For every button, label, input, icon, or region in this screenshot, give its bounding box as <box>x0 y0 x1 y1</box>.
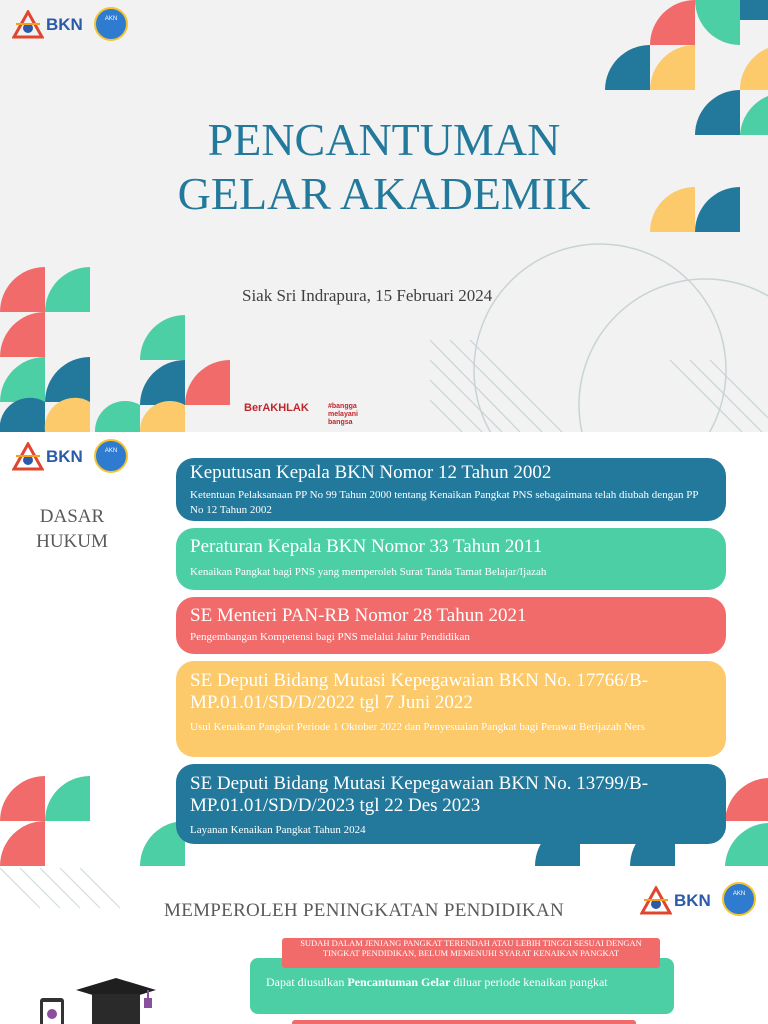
badge-text: AKN <box>104 448 118 454</box>
card-subtitle: Usul Kenaikan Pangkat Periode 1 Oktober 2022 dan Penyesuaian Pangkat bagi Perawat Berijazah Ners <box>190 721 645 733</box>
card-subtitle: Pengembangan Kompetensi bagi PNS melalui Jalur Pendidikan <box>190 631 470 643</box>
decorative-lines <box>0 868 160 928</box>
legal-basis-card-4 <box>176 661 726 757</box>
condition-banner-2 <box>292 1020 636 1024</box>
legal-basis-card-3 <box>176 597 726 654</box>
card-title: SE Deputi Bidang Mutasi Kepegawaian BKN No. 13799/B-MP.01.01/SD/D/2023 tgl 22 Des 2023 <box>190 773 649 816</box>
legal-basis-card-1 <box>176 458 726 521</box>
bkn-emblem-icon <box>12 10 44 40</box>
slide-title <box>0 0 768 432</box>
card-title: SE Deputi Bidang Mutasi Kepegawaian BKN No. 17766/B-MP.01.01/SD/D/2022 tgl 7 Juni 2022 <box>190 670 649 713</box>
title-line-2: GELAR AKADEMIK <box>177 168 591 219</box>
card-subtitle: Ketentuan Pelaksanaan PP No 99 Tahun 2000 tentang Kenaikan Pangkat PNS sebagaimana telah diubah dengan PP No 12 Tahun 2002 <box>190 489 699 516</box>
bkn-logo-text: BKN <box>46 447 83 466</box>
info-text-bold: Pencantuman Gelar <box>347 975 451 989</box>
section-title-line-2: HUKUM <box>36 531 108 552</box>
info-text-prefix: Dapat diusulkan <box>266 975 348 989</box>
berakhlak-logo: BerAKHLAK <box>244 402 309 414</box>
page-title <box>100 113 668 221</box>
graduation-illustration <box>36 972 166 1024</box>
slide-peningkatan-pendidikan <box>0 868 768 1024</box>
section-title <box>22 504 122 554</box>
bkn-logo-text: BKN <box>674 891 711 910</box>
info-text-suffix: diluar periode kenaikan pangkat <box>450 975 608 989</box>
presentation-date: Siak Sri Indrapura, 15 Februari 2024 <box>242 286 493 305</box>
legal-basis-card-5 <box>176 764 726 844</box>
bkn-logo-text: BKN <box>46 15 83 34</box>
bangga-melayani-logo: #bangga melayani bangsa <box>328 403 358 426</box>
card-subtitle: Kenaikan Pangkat bagi PNS yang memperoleh Surat Tanda Tamat Belajar/Ijazah <box>190 566 547 578</box>
card-subtitle: Layanan Kenaikan Pangkat Tahun 2024 <box>190 824 366 836</box>
bkn-emblem-icon <box>640 886 672 916</box>
card-title: Keputusan Kepala BKN Nomor 12 Tahun 2002 <box>190 462 552 483</box>
decorative-shapes-bottom-left <box>0 262 240 432</box>
section-title-line-1: DASAR <box>39 506 105 527</box>
slide-title: MEMPEROLEH PENINGKATAN PENDIDIKAN <box>164 900 564 921</box>
anniversary-badge <box>94 7 128 41</box>
bkn-logo <box>12 442 83 472</box>
decorative-lines <box>430 210 768 432</box>
badge-text: AKN <box>104 16 118 22</box>
bkn-emblem-icon <box>12 442 44 472</box>
bkn-logo <box>12 10 83 40</box>
card-title: SE Menteri PAN-RB Nomor 28 Tahun 2021 <box>190 605 527 626</box>
badge-text: AKN <box>732 891 746 897</box>
condition-banner: SUDAH DALAM JENJANG PANGKAT TERENDAH ATAU LEBIH TINGGI SESUAI DENGAN TINGKAT PENDIDIKAN, BELUM MEMENUHI SYARAT KENAIKAN PANGKAT <box>282 938 660 968</box>
bkn-logo <box>640 886 711 916</box>
legal-basis-card-2 <box>176 528 726 590</box>
card-title: Peraturan Kepala BKN Nomor 33 Tahun 2011 <box>190 536 543 557</box>
slide-dasar-hukum <box>0 436 768 866</box>
title-line-1: PENCANTUMAN <box>207 114 561 165</box>
anniversary-badge <box>94 439 128 473</box>
anniversary-badge <box>722 882 756 916</box>
